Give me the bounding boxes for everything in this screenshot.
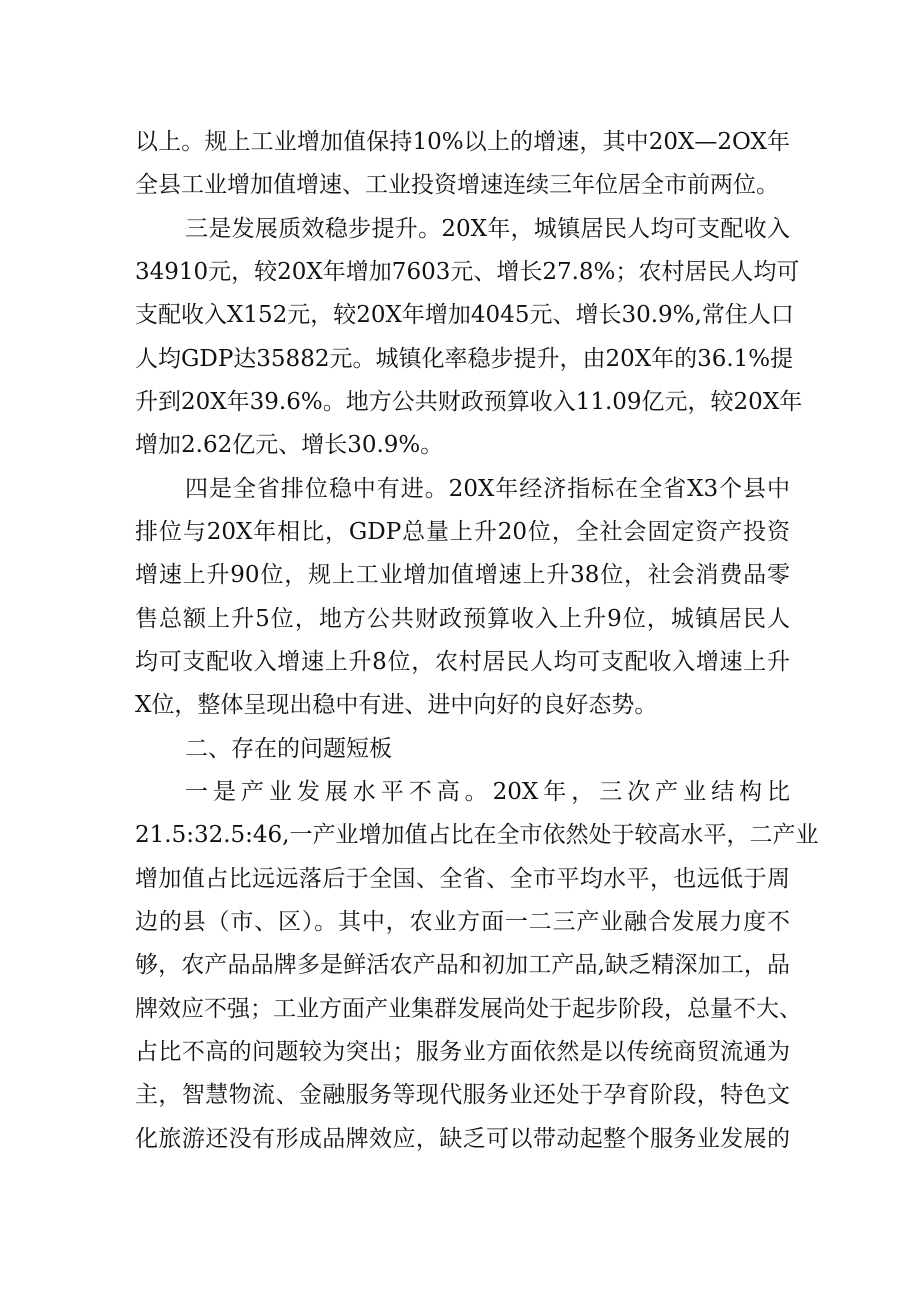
text-line: 全县工业增加值增速、工业投资增速连续三年位居全市前两位。 bbox=[135, 172, 779, 198]
paragraph-heading-line: 四是全省排位稳中有进。20X年经济指标在全省X3个县中 bbox=[185, 476, 790, 502]
text-line: 排位与20X年相比，GDP总量上升20位，全社会固定资产投资 bbox=[135, 519, 790, 545]
text-line: 以上。规上工业增加值保持10%以上的增速，其中20X—2OX年 bbox=[135, 129, 790, 155]
text-line: 增加2.62亿元、增长30.9%。 bbox=[135, 432, 444, 458]
text-line: 增加值占比远远落后于全国、全省、全市平均水平，也远低于周 bbox=[135, 866, 790, 892]
text-line: 售总额上升5位，地方公共财政预算收入上升9位，城镇居民人 bbox=[135, 606, 790, 632]
text-line: 主，智慧物流、金融服务等现代服务业还处于孕育阶段，特色文 bbox=[135, 1082, 790, 1108]
paragraph-heading-line: 三是发展质效稳步提升。20X年，城镇居民人均可支配收入 bbox=[185, 216, 790, 242]
text-line: 增速上升90位，规上工业增加值增速上升38位，社会消费品零 bbox=[135, 562, 790, 588]
text-line: 够，农产品品牌多是鲜活农产品和初加工产品,缺乏精深加工，品 bbox=[135, 952, 790, 978]
section-heading: 二、存在的问题短板 bbox=[185, 736, 392, 762]
text-line: 化旅游还没有形成品牌效应，缺乏可以带动起整个服务业发展的 bbox=[135, 1126, 790, 1152]
text-line: 占比不高的问题较为突出；服务业方面依然是以传统商贸流通为 bbox=[135, 1039, 790, 1065]
text-line: 34910元，较20X年增加7603元、增长27.8%；农村居民人均可 bbox=[135, 259, 800, 285]
paragraph-heading-line: 一是产业发展水平不高。20X年，三次产业结构比 bbox=[185, 779, 790, 805]
text-line: 均可支配收入增速上升8位，农村居民人均可支配收入增速上升 bbox=[135, 649, 790, 675]
text-line: 边的县（市、区）。其中，农业方面一二三产业融合发展力度不 bbox=[135, 909, 790, 935]
text-line: 人均GDP达35882元。城镇化率稳步提升，由20X年的36.1%提 bbox=[135, 346, 794, 372]
text-line: 升到20X年39.6%。地方公共财政预算收入11.09亿元，较20X年 bbox=[135, 389, 803, 415]
text-line: X位，整体呈现出稳中有进、进中向好的良好态势。 bbox=[135, 692, 658, 718]
text-line: 21.5:32.5:46,一产业增加值占比在全市依然处于较高水平，二产业 bbox=[135, 822, 819, 848]
text-line: 牌效应不强；工业方面产业集群发展尚处于起步阶段，总量不大、 bbox=[135, 996, 802, 1022]
text-line: 支配收入X152元，较20X年增加4045元、增长30.9%,常住人口 bbox=[135, 302, 794, 328]
